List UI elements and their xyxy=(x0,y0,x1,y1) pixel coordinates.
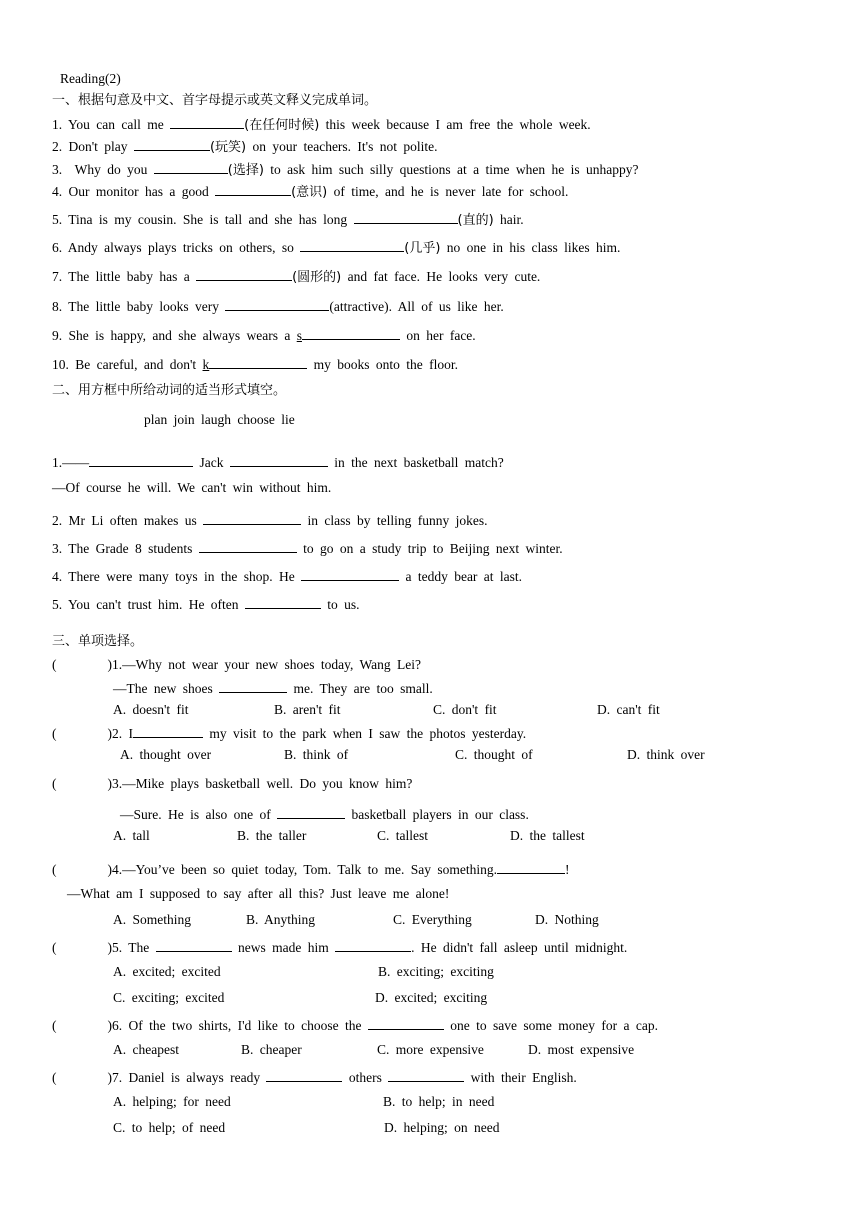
answer-blank[interactable] xyxy=(368,1015,444,1030)
answer-blank[interactable] xyxy=(230,452,328,467)
option-b[interactable]: B. to help; in need xyxy=(383,1094,495,1109)
s2-item-1 xyxy=(52,452,504,472)
option-d[interactable]: D. helping; on need xyxy=(384,1120,500,1135)
dialog-dash: —— xyxy=(62,455,90,470)
item-text-before: The little baby has a xyxy=(68,269,190,284)
answer-bracket[interactable]: ( ) xyxy=(52,940,112,955)
item-number: 8. xyxy=(52,299,63,314)
item-number: 10. xyxy=(52,357,69,372)
answer-blank[interactable] xyxy=(335,937,411,952)
option-d[interactable]: D. excited; exciting xyxy=(375,990,488,1005)
question-number: 3. xyxy=(112,776,123,791)
answer-blank[interactable] xyxy=(89,452,193,467)
question-text-before: —The new shoes xyxy=(113,681,213,696)
item-text-before: Andy always plays tricks on others, so xyxy=(67,240,294,255)
s3-question-3 xyxy=(52,775,412,793)
answer-blank[interactable] xyxy=(203,510,301,525)
item-number: 7. xyxy=(52,269,63,284)
s3-question-3-line2 xyxy=(120,804,529,824)
item-text-after: my books onto the floor. xyxy=(313,357,459,372)
item-number: 3. xyxy=(52,162,63,177)
option-c[interactable]: C. don't fit xyxy=(433,702,497,717)
answer-blank[interactable] xyxy=(170,114,244,129)
s1-item-9 xyxy=(52,325,476,345)
option-c[interactable]: C. thought of xyxy=(455,747,533,762)
option-a[interactable]: A. doesn't fit xyxy=(113,702,189,717)
option-c[interactable]: C. more expensive xyxy=(377,1042,484,1057)
item-number: 5. xyxy=(52,597,63,612)
answer-blank[interactable] xyxy=(245,594,321,609)
question-text-after: basketball players in our class. xyxy=(351,807,529,822)
question-text-before: I xyxy=(128,726,133,741)
s1-item-10 xyxy=(52,354,458,374)
option-d[interactable]: D. think over xyxy=(627,747,705,762)
answer-bracket[interactable]: ( ) xyxy=(52,657,112,672)
option-b[interactable]: B. Anything xyxy=(246,912,316,927)
answer-blank[interactable] xyxy=(196,266,292,281)
option-d[interactable]: D. can't fit xyxy=(597,702,660,717)
first-letter-hint: k xyxy=(202,357,210,372)
item-text-before: You can't trust him. He often xyxy=(68,597,239,612)
item-text-after: in class by telling funny jokes. xyxy=(307,513,488,528)
item-text-after: no one in his class likes him. xyxy=(446,240,621,255)
page-title: Reading(2) xyxy=(60,71,121,86)
question-text: —You’ve been so quiet today, Tom. Talk to me. Say something. xyxy=(122,862,497,877)
item-number: 9. xyxy=(52,328,63,343)
question-text-after: one to save some money for a cap. xyxy=(450,1018,658,1033)
option-a[interactable]: A. tall xyxy=(113,828,150,843)
option-d[interactable]: D. the tallest xyxy=(510,828,585,843)
item-text-after: of time, and he is never late for school. xyxy=(333,184,569,199)
s3-question-1-line2 xyxy=(113,678,433,698)
answer-blank[interactable] xyxy=(300,237,404,252)
question-number: 2. xyxy=(112,726,123,741)
answer-bracket[interactable]: ( ) xyxy=(52,776,112,791)
s2-item-2 xyxy=(52,510,487,530)
item-hint: (几乎) xyxy=(404,241,441,256)
question-punctuation: ! xyxy=(564,862,570,877)
item-number: 3. xyxy=(52,541,63,556)
item-text-before: She is happy, and she always wears a xyxy=(68,328,291,343)
answer-blank[interactable] xyxy=(497,859,565,874)
s1-item-2 xyxy=(52,136,437,157)
option-c[interactable]: C. Everything xyxy=(393,912,472,927)
item-text-after: this week because I am free the whole week. xyxy=(325,117,591,132)
item-text-before: There were many toys in the shop. He xyxy=(68,569,295,584)
question-number: 5. xyxy=(112,940,123,955)
item-text-before: The little baby looks very xyxy=(68,299,219,314)
item-hint: (attractive). xyxy=(329,299,392,314)
option-b[interactable]: B. exciting; exciting xyxy=(378,964,494,979)
s3-question-4-line2: —What am I supposed to say after all this? Just leave me alone! xyxy=(67,886,450,901)
item-hint: (玩笑) xyxy=(209,140,247,155)
answer-blank[interactable] xyxy=(215,181,291,196)
item-hint: (直的) xyxy=(457,213,494,228)
answer-blank[interactable] xyxy=(156,937,232,952)
question-text-before: Daniel is always ready xyxy=(128,1070,261,1085)
answer-blank[interactable] xyxy=(154,159,228,174)
item-number: 2. xyxy=(52,513,63,528)
answer-blank[interactable] xyxy=(301,566,399,581)
item-text-before: You can call me xyxy=(68,117,164,132)
item-number: 1. xyxy=(52,455,63,470)
item-text-after: on her face. xyxy=(406,328,476,343)
answer-blank[interactable] xyxy=(134,136,210,151)
question-text-middle: others xyxy=(348,1070,382,1085)
question-text-before: —Sure. He is also one of xyxy=(120,807,271,822)
item-text-after: a teddy bear at last. xyxy=(405,569,523,584)
s1-item-4 xyxy=(52,181,568,202)
question-number: 7. xyxy=(112,1070,123,1085)
item-number: 6. xyxy=(52,240,63,255)
answer-blank[interactable] xyxy=(302,325,400,340)
item-text-after: to us. xyxy=(327,597,360,612)
answer-bracket[interactable]: ( ) xyxy=(52,726,112,741)
s3-question-1 xyxy=(52,656,421,674)
option-a[interactable]: A. helping; for need xyxy=(113,1094,231,1109)
s1-item-8 xyxy=(52,296,504,316)
option-a[interactable]: A. excited; excited xyxy=(113,964,221,979)
item-hint: (意识) xyxy=(291,185,328,200)
item-text-middle: Jack xyxy=(199,455,224,470)
option-a[interactable]: A. Something xyxy=(113,912,192,927)
question-text: —Mike plays basketball well. Do you know him? xyxy=(122,776,413,791)
answer-blank[interactable] xyxy=(354,209,458,224)
item-text-after: on your teachers. It's not polite. xyxy=(252,139,438,154)
answer-blank[interactable] xyxy=(225,296,329,311)
question-text: —Why not wear your new shoes today, Wang Lei? xyxy=(122,657,421,672)
s3-question-2 xyxy=(52,723,526,743)
s1-item-3 xyxy=(52,159,639,180)
item-text-before: Tina is my cousin. She is tall and she has long xyxy=(68,212,348,227)
word-box: plan join laugh choose lie xyxy=(144,412,295,427)
item-hint: (选择) xyxy=(227,163,264,178)
answer-blank[interactable] xyxy=(266,1067,342,1082)
question-text-before: Of the two shirts, I'd like to choose the xyxy=(128,1018,362,1033)
option-c[interactable]: C. to help; of need xyxy=(113,1120,226,1135)
answer-blank[interactable] xyxy=(199,538,297,553)
answer-blank[interactable] xyxy=(388,1067,464,1082)
item-number: 2. xyxy=(52,139,63,154)
item-number: 5. xyxy=(52,212,63,227)
item-text-before: Mr Li often makes us xyxy=(68,513,197,528)
item-text-after: in the next basketball match? xyxy=(334,455,504,470)
section3-heading: 三、单项选择。 xyxy=(52,634,144,649)
option-c[interactable]: C. exciting; excited xyxy=(113,990,225,1005)
first-letter-hint: s xyxy=(296,328,302,343)
item-number: 4. xyxy=(52,569,63,584)
item-text-after: hair. xyxy=(500,212,524,227)
answer-blank[interactable] xyxy=(219,678,287,693)
s2-item-5 xyxy=(52,594,360,614)
option-c[interactable]: C. tallest xyxy=(377,828,428,843)
s3-question-4 xyxy=(52,859,569,879)
s2-item-4 xyxy=(52,566,522,586)
question-text-after: me. They are too small. xyxy=(293,681,433,696)
option-b[interactable]: B. cheaper xyxy=(241,1042,302,1057)
item-hint: (在任何时候) xyxy=(244,118,320,133)
answer-bracket[interactable]: ( ) xyxy=(52,862,112,877)
question-text-middle: news made him xyxy=(238,940,329,955)
item-number: 1. xyxy=(52,117,63,132)
question-text-before: The xyxy=(128,940,150,955)
s3-question-5 xyxy=(52,937,627,957)
answer-blank[interactable] xyxy=(209,354,307,369)
s3-question-7 xyxy=(52,1067,577,1087)
item-text-after: to go on a study trip to Beijing next winter. xyxy=(303,541,563,556)
question-number: 4. xyxy=(112,862,123,877)
item-number: 4. xyxy=(52,184,63,199)
question-text-after: . He didn't fall asleep until midnight. xyxy=(411,940,628,955)
item-text-before: Why do you xyxy=(74,162,148,177)
question-text-after: with their English. xyxy=(470,1070,577,1085)
option-a[interactable]: A. cheapest xyxy=(113,1042,179,1057)
item-text-before: Our monitor has a good xyxy=(68,184,209,199)
s1-item-5 xyxy=(52,209,524,230)
s2-item-3 xyxy=(52,538,563,558)
option-b[interactable]: B. the taller xyxy=(237,828,307,843)
s1-item-6 xyxy=(52,237,620,258)
answer-bracket[interactable]: ( ) xyxy=(52,1070,112,1085)
item-text-after: to ask him such silly questions at a time when he is unhappy? xyxy=(270,162,639,177)
item-text-after: All of us like her. xyxy=(397,299,504,314)
option-a[interactable]: A. thought over xyxy=(120,747,212,762)
s1-item-1 xyxy=(52,114,591,135)
option-d[interactable]: D. Nothing xyxy=(535,912,599,927)
question-text-after: my visit to the park when I saw the photos yesterday. xyxy=(209,726,527,741)
option-b[interactable]: B. aren't fit xyxy=(274,702,341,717)
item-text-before: Don't play xyxy=(68,139,128,154)
section1-heading: 一、根据句意及中文、首字母提示或英文释义完成单词。 xyxy=(52,93,378,108)
answer-blank[interactable] xyxy=(277,804,345,819)
option-d[interactable]: D. most expensive xyxy=(528,1042,635,1057)
item-hint: (圆形的) xyxy=(292,270,342,285)
s2-item-1-answer: —Of course he will. We can't win without him. xyxy=(52,480,332,495)
item-text-after: and fat face. He looks very cute. xyxy=(347,269,541,284)
answer-bracket[interactable]: ( ) xyxy=(52,1018,112,1033)
s3-question-6 xyxy=(52,1015,658,1035)
question-number: 6. xyxy=(112,1018,123,1033)
question-number: 1. xyxy=(112,657,123,672)
option-b[interactable]: B. think of xyxy=(284,747,349,762)
item-text-before: The Grade 8 students xyxy=(68,541,193,556)
s1-item-7 xyxy=(52,266,540,287)
section2-heading: 二、用方框中所给动词的适当形式填空。 xyxy=(52,383,287,398)
answer-blank[interactable] xyxy=(133,723,203,738)
item-text-before: Be careful, and don't xyxy=(75,357,197,372)
